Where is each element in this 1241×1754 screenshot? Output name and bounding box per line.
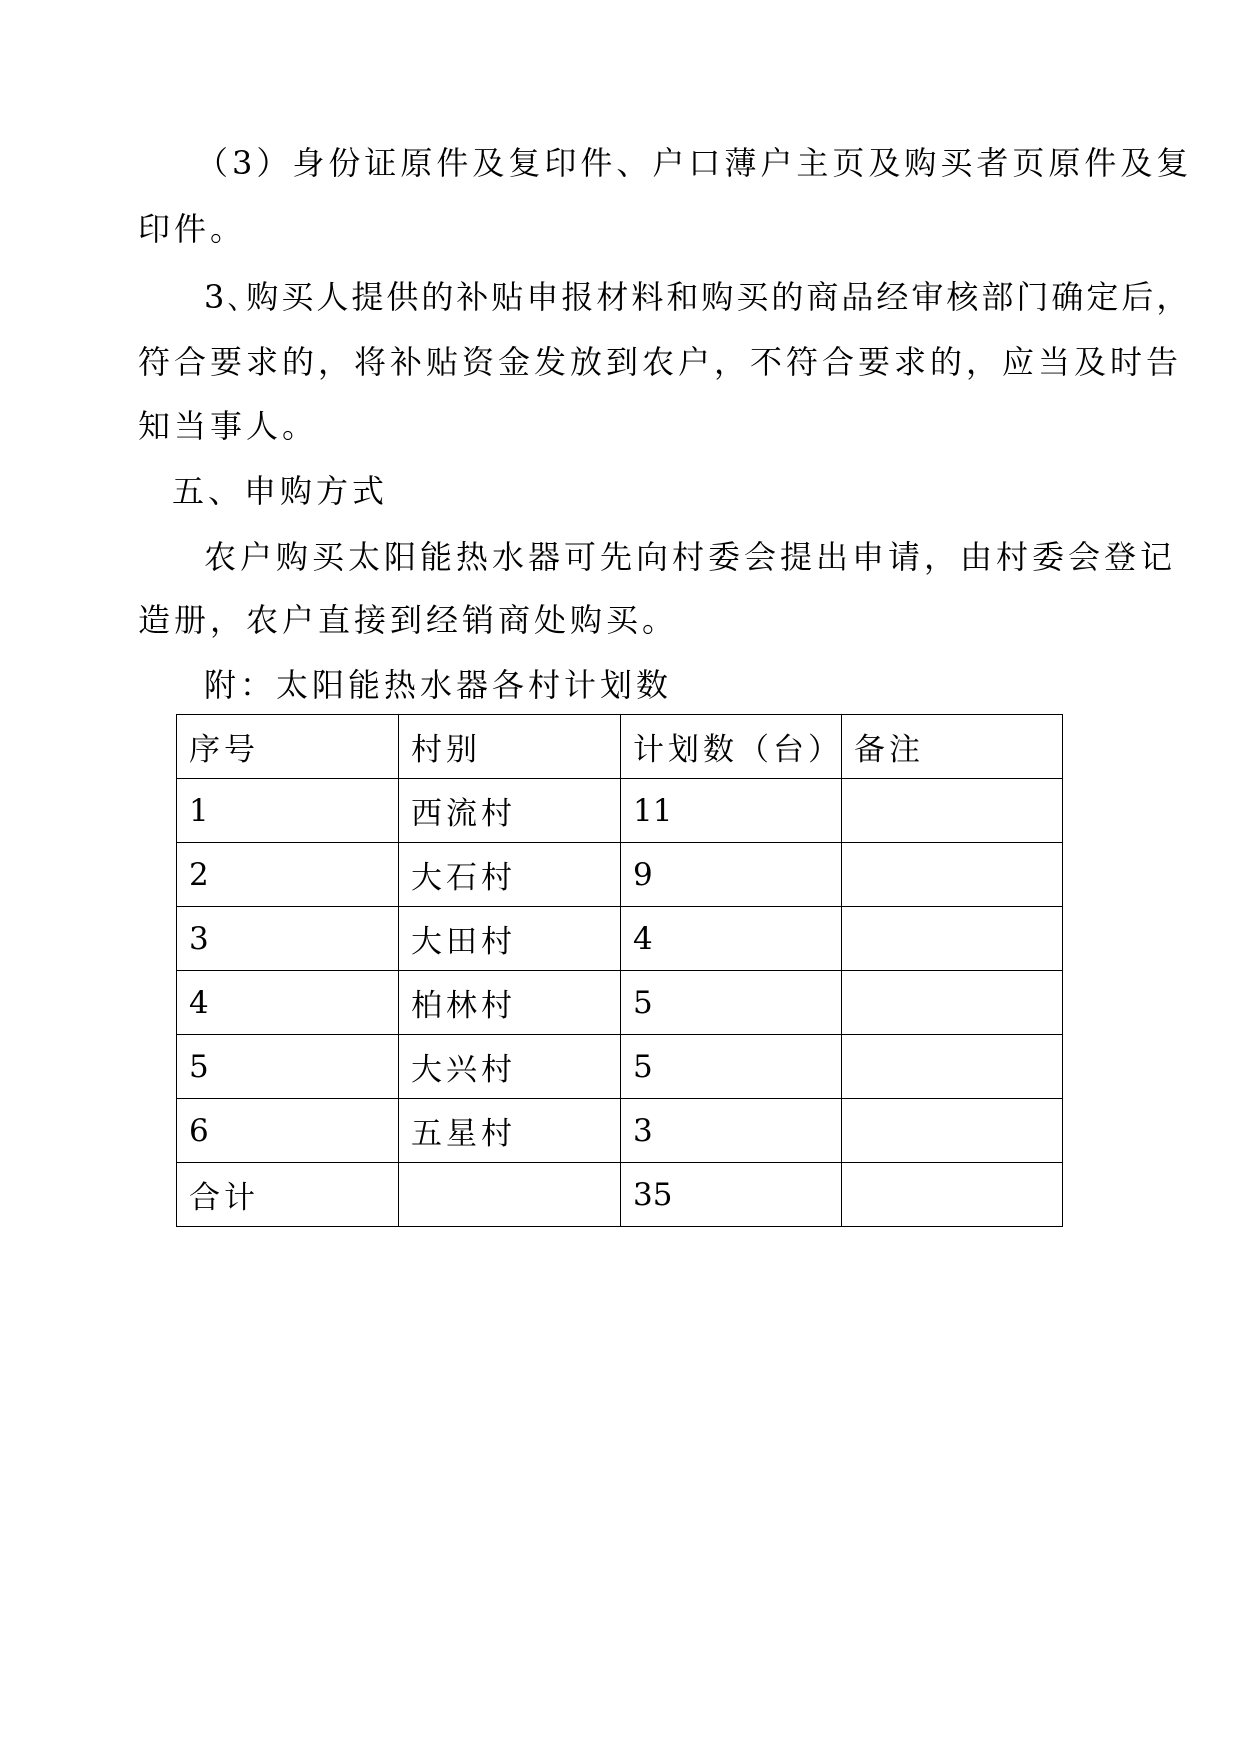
cell-seq: 4 (177, 971, 399, 1035)
total-village (399, 1163, 621, 1227)
cell-seq: 6 (177, 1099, 399, 1163)
cell-seq: 3 (177, 907, 399, 971)
header-seq: 序号 (177, 715, 399, 779)
section-5-paragraph-line-1: 农户购买太阳能热水器可先向村委会提出申请，由村委会登记 (204, 538, 1177, 576)
table-header-row (177, 715, 1063, 779)
table-row (177, 843, 1063, 907)
header-village: 村别 (399, 715, 621, 779)
total-label: 合计 (177, 1163, 399, 1227)
table-row (177, 779, 1063, 843)
paragraph-3-line-2: 符合要求的，将补贴资金发放到农户，不符合要求的，应当及时告 (138, 343, 1183, 381)
cell-plan: 9 (621, 843, 842, 907)
cell-village: 西流村 (399, 779, 621, 843)
cell-plan: 5 (621, 971, 842, 1035)
cell-village: 大田村 (399, 907, 621, 971)
item3-text-line-2: 印件。 (138, 210, 247, 248)
header-remark: 备注 (842, 715, 1063, 779)
paragraph-3-line-3: 知当事人。 (138, 407, 319, 445)
section-5-paragraph-line-2: 造册，农户直接到经销商处购买。 (138, 601, 679, 639)
cell-remark (842, 779, 1063, 843)
cell-seq: 2 (177, 843, 399, 907)
cell-village: 大石村 (399, 843, 621, 907)
cell-village: 大兴村 (399, 1035, 621, 1099)
table-row (177, 971, 1063, 1035)
table-row (177, 1099, 1063, 1163)
cell-remark (842, 843, 1063, 907)
total-plan: 35 (621, 1163, 842, 1227)
total-remark (842, 1163, 1063, 1227)
header-plan: 计划数（台） (621, 715, 842, 779)
section-5-heading: 五、申购方式 (172, 472, 389, 510)
cell-remark (842, 971, 1063, 1035)
cell-plan: 11 (621, 779, 842, 843)
cell-remark (842, 1035, 1063, 1099)
village-plan-table (176, 714, 1063, 1227)
table-total-row (177, 1163, 1063, 1227)
table-row (177, 907, 1063, 971)
cell-remark (842, 907, 1063, 971)
item3-text-line-1: （3）身份证原件及复印件、户口薄户主页及购买者页原件及复 (196, 144, 1193, 182)
appendix-title: 附：太阳能热水器各村计划数 (204, 666, 673, 704)
cell-village: 五星村 (399, 1099, 621, 1163)
cell-seq: 5 (177, 1035, 399, 1099)
cell-seq: 1 (177, 779, 399, 843)
cell-plan: 5 (621, 1035, 842, 1099)
cell-plan: 4 (621, 907, 842, 971)
cell-village: 柏林村 (399, 971, 621, 1035)
cell-remark (842, 1099, 1063, 1163)
paragraph-3-line-1: 3､购买人提供的补贴申报材料和购买的商品经审核部门确定后， (204, 278, 1192, 316)
table-row (177, 1035, 1063, 1099)
cell-plan: 3 (621, 1099, 842, 1163)
